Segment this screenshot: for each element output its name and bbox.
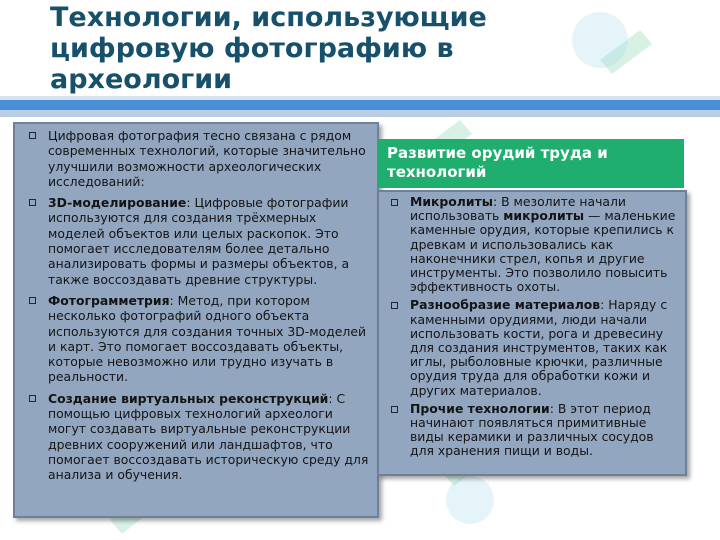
item-text: В мезолите начали использовать [410,194,626,224]
list-item [29,195,369,287]
item-term: Фотограмметрия [48,292,170,308]
decorative-band-pale [0,110,720,117]
item-text: Цифровая фотография тесно связана с рядом современных технологий, которые значительно улучшили возможности археологических исследований: [48,128,366,189]
item-text: — маленькие каменные орудия, которые крепились к древкам и использовались как наконечники стрел, копья и другие инструменты. Это позволило повысить эффективность охоты. [410,208,676,295]
list-item [29,128,369,189]
list-item [391,195,677,294]
item-separator: : [328,390,337,406]
item-text: В этот период начинают появляться примитивные виды керамики и различных сосудов для хранения пищи и воды. [410,400,654,459]
item-text: Наряду с каменными орудиями, люди начали использовать кости, рога и древесину для создания инструментов, таких как иглы, рыболовные крючки, различные орудия труда для обработки кожи и других материалов. [410,297,668,398]
item-separator: : [549,400,558,416]
list-item [29,293,369,385]
item-separator: : [492,194,502,209]
item-term: Микролиты [410,194,493,209]
bullet-square-icon [29,199,36,206]
item-separator: : [600,297,609,313]
item-separator: : [169,292,178,308]
list-item [29,391,369,483]
left-bullet-list [15,124,377,483]
right-bullet-list [379,192,685,459]
decorative-band-blue [0,100,720,110]
item-term: Прочие технологии [410,400,550,416]
bullet-square-icon [391,406,398,413]
item-term: 3D-моделирование [48,195,187,211]
item-text: Цифровые фотографии используются для создания трёхмерных моделей объектов или целых раскопок. Это помогает исследователям более детально анализировать формы и размеры объектов, а также воссоздавать древние структуры. [48,195,350,287]
list-item [391,298,677,397]
item-term: Разнообразие материалов [410,297,601,313]
right-content-panel [377,190,687,476]
bullet-square-icon [29,395,36,402]
left-content-panel [13,122,379,518]
item-inline-term: микролиты [503,208,585,224]
item-term: Создание виртуальных реконструкций [48,390,329,406]
section-header: Развитие орудий труда и технологий [377,139,684,188]
bullet-square-icon [29,297,36,304]
list-item [391,402,677,459]
bullet-square-icon [29,132,36,139]
item-text: С помощью цифровых технологий археологи могут создавать виртуальные реконструкции древних сооружений или ландшафтов, что помогает воссоздавать историческую среду для анализа и обучения. [48,390,369,483]
bullet-square-icon [391,199,398,206]
bullet-square-icon [391,302,398,309]
item-separator: : [186,195,195,211]
item-text: Метод, при котором несколько фотографий одного объекта используются для создания точных 3D-моделей и карт. Это помогает воссоздавать объекты, которые невозможно или трудно изучать в реальности. [48,292,366,385]
slide-title: Технологии, использующие цифровую фотографию в археологии [50,2,487,95]
